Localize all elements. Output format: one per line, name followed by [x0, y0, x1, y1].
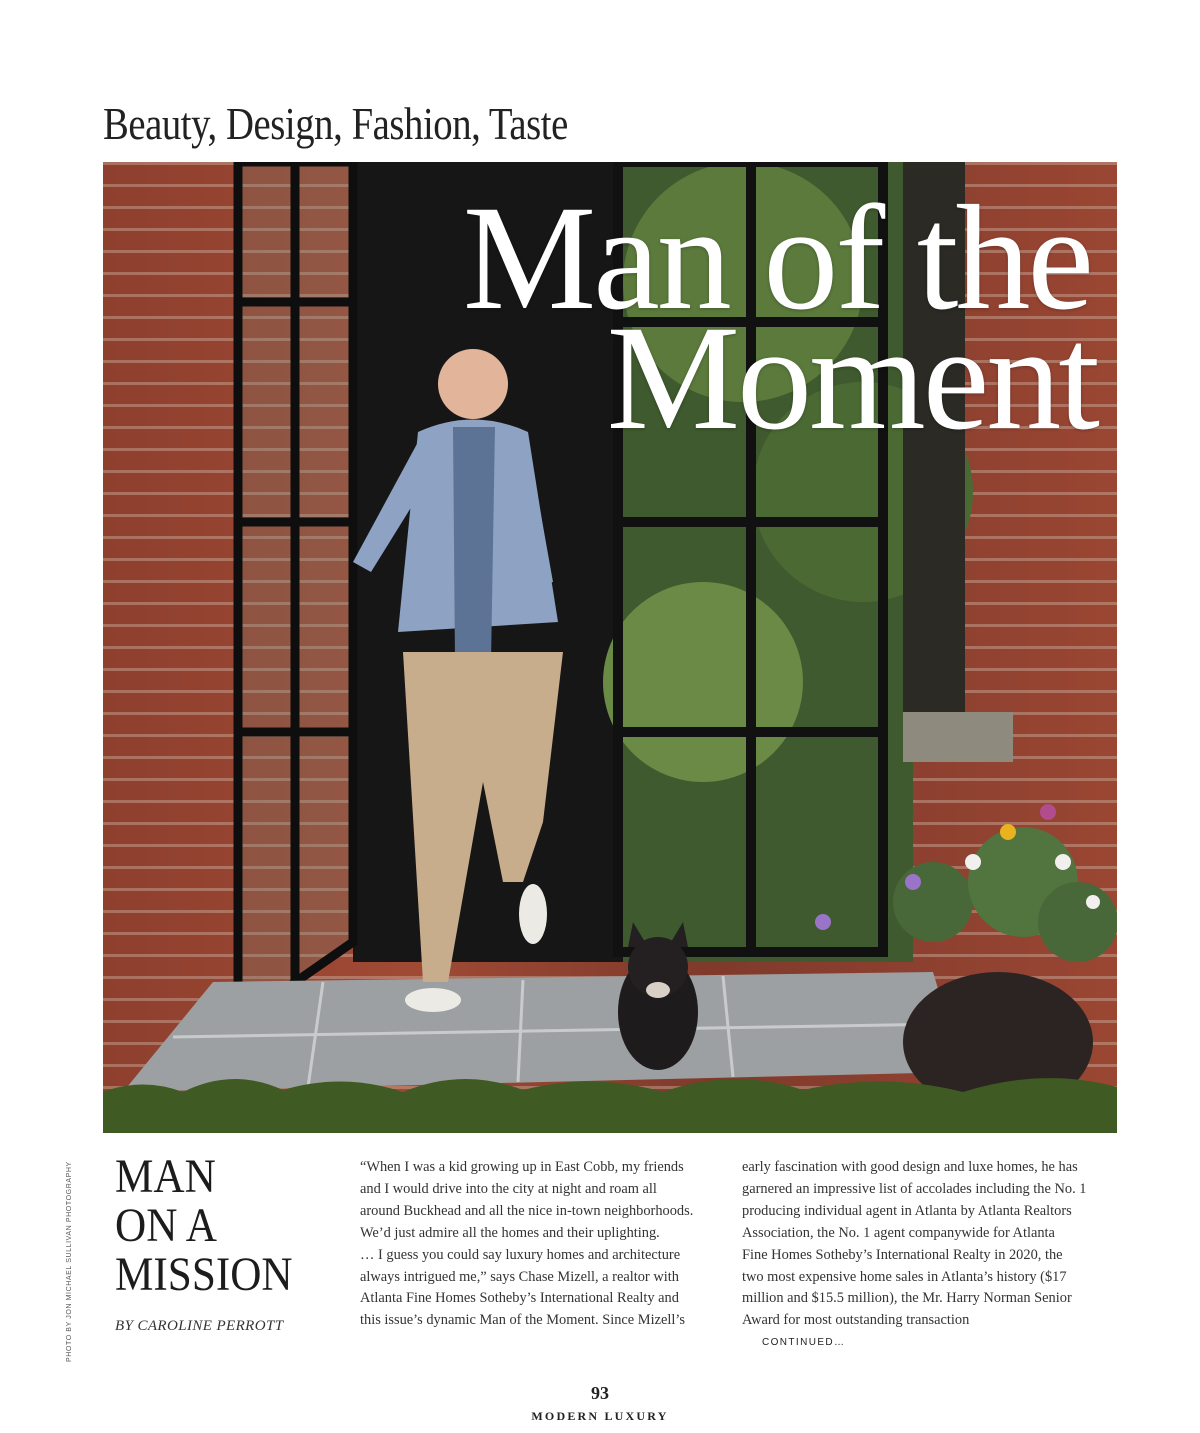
section-title: Beauty, Design, Fashion, Taste [103, 99, 568, 149]
body-line-last [742, 1310, 1122, 1354]
body-line: producing individual agent in Atlanta by Atlanta Realtors [742, 1202, 1072, 1219]
body-line: early fascination with good design and luxe homes, he has [742, 1159, 1078, 1175]
body-line: “When I was a kid growing up in East Cobb, my friends [360, 1159, 684, 1175]
body-column-2 [742, 1157, 1122, 1354]
body-line: … I guess you could say luxury homes and architecture [360, 1246, 681, 1263]
photo-credit: PHOTO BY JON MICHAEL SULLIVAN PHOTOGRAPHY [66, 1161, 73, 1362]
magazine-name: MODERN LUXURY [531, 1409, 669, 1423]
byline: BY CAROLINE PERROTT [115, 1318, 284, 1334]
stone-corbel [903, 712, 1013, 762]
body-line-text: Award for most outstanding transaction [742, 1312, 970, 1329]
body-line: Fine Homes Sotheby’s International Realty in 2020, the [742, 1246, 1063, 1263]
page-number: 93 [591, 1383, 609, 1403]
body-line: Atlanta Fine Homes Sotheby’s International Realty and [360, 1290, 679, 1307]
headline-line-1: Man of the [462, 175, 1091, 341]
headline-line-2: Moment [606, 295, 1097, 461]
foliage [603, 582, 803, 782]
deck-line-2: ON A [115, 1199, 218, 1252]
feature-photo [103, 162, 1117, 1133]
deck-line-3: MISSION [115, 1248, 293, 1301]
body-line: Association, the No. 1 agent companywide for Atlanta [742, 1224, 1055, 1241]
body-column-1 [360, 1157, 740, 1332]
continued-link[interactable]: CONTINUED… [762, 1337, 846, 1349]
body-line: this issue’s dynamic Man of the Moment. Since Mizell’s [360, 1312, 685, 1329]
deck-line-1: MAN [115, 1150, 216, 1203]
open-door-left [238, 162, 353, 1022]
body-line: million and $15.5 million), the Mr. Harry Norman Senior [742, 1290, 1072, 1307]
body-line: two most expensive home sales in Atlanta’s history ($17 [742, 1268, 1067, 1285]
body-line: We’d just admire all the homes and their uplighting. [360, 1224, 660, 1241]
headline [462, 175, 1097, 461]
body-line: and I would drive into the city at night and roam all [360, 1180, 657, 1197]
dog-figure [618, 922, 698, 1070]
body-line: around Buckhead and all the nice in-town neighborhoods. [360, 1202, 694, 1219]
body-line: always intrigued me,” says Chase Mizell, a realtor with [360, 1268, 679, 1285]
deck-title [115, 1152, 293, 1299]
body-line: garnered an impressive list of accolades including the No. 1 [742, 1180, 1087, 1197]
